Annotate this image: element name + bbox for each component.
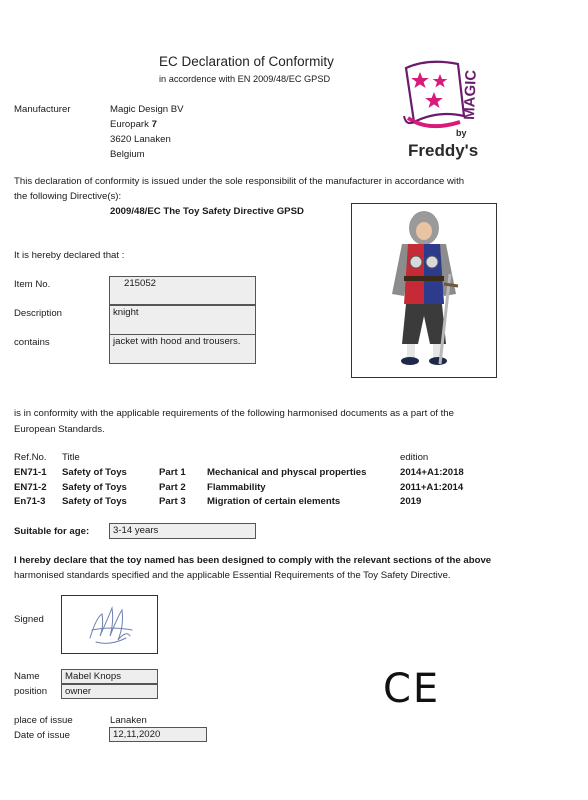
manufacturer-label: Manufacturer xyxy=(14,104,71,115)
part-cell: Part 3 xyxy=(159,496,186,507)
position-value: owner xyxy=(65,686,92,697)
product-photo xyxy=(351,203,497,378)
street-name: Europark xyxy=(110,119,152,130)
part-cell: Part 1 xyxy=(159,467,186,478)
description-label: Description xyxy=(14,308,62,319)
name-value: Mabel Knops xyxy=(65,671,121,682)
ref-cell: EN71-2 xyxy=(14,481,47,493)
contains-label: contains xyxy=(14,337,50,348)
compliance-line-1: I hereby declare that the toy named has been designed to comply with the relevant sections of the above xyxy=(14,555,492,566)
date-value: 12,11,2020 xyxy=(113,729,161,740)
signed-label: Signed xyxy=(14,614,44,625)
document-title: EC Declaration of Conformity xyxy=(159,54,334,69)
name-field xyxy=(61,669,158,684)
document-subtitle: in accordence with EN 2009/48/EC GPSD xyxy=(159,74,331,84)
title-cell: Safety of Toys xyxy=(62,496,127,507)
ce-mark: CE xyxy=(383,666,441,712)
description-field xyxy=(109,305,256,335)
handwritten-signature-icon xyxy=(62,596,157,653)
conformity-line-1: is in conformity with the applicable requirements of the following harmonised documents as a part of the xyxy=(14,408,454,419)
manufacturer-street xyxy=(110,119,157,130)
edition-header: edition xyxy=(400,452,429,463)
logo-by-text: by xyxy=(456,128,467,138)
directive-text: 2009/48/EC The Toy Safety Directive GPSD xyxy=(110,206,304,217)
edition-cell: 2019 xyxy=(400,496,422,507)
ref-cell: EN71-1 xyxy=(14,467,47,478)
ref-cell: En71-3 xyxy=(14,496,46,507)
date-label: Date of issue xyxy=(14,730,70,741)
declared-intro: It is hereby declared that : xyxy=(14,250,125,261)
position-label: position xyxy=(14,686,48,697)
conformity-line-2: European Standards. xyxy=(14,424,105,435)
edition-cell: 2011+A1:2014 xyxy=(400,481,464,493)
logo-banner-icon xyxy=(398,56,494,162)
manufacturer-city: 3620 Lanaken xyxy=(110,134,171,145)
logo-magic-text: MAGIC xyxy=(461,69,480,121)
title-header: Title xyxy=(62,452,80,463)
manufacturer-country: Belgium xyxy=(110,149,145,160)
item-no-value: 215052 xyxy=(124,278,157,289)
age-value: 3-14 years xyxy=(113,525,159,536)
item-no-field xyxy=(109,276,256,305)
knight-costume-icon xyxy=(352,204,496,377)
manufacturer-name: Magic Design BV xyxy=(110,104,184,115)
ref-header: Ref.No. xyxy=(14,452,47,463)
edition-cell: 2014+A1:2018 xyxy=(400,467,464,478)
item-no-label: Item No. xyxy=(14,279,51,290)
title-cell: Safety of Toys xyxy=(62,467,127,478)
date-field xyxy=(109,727,207,742)
subject-cell: Mechanical and physcal properties xyxy=(207,467,367,478)
place-label: place of issue xyxy=(14,715,73,726)
age-label: Suitable for age: xyxy=(14,526,90,537)
logo-freddys-text: Freddy's xyxy=(408,141,479,160)
part-cell: Part 2 xyxy=(159,481,186,493)
subject-cell: Migration of certain elements xyxy=(207,496,341,507)
subject-cell: Flammability xyxy=(207,481,266,493)
street-number: 7 xyxy=(151,119,157,130)
compliance-line-2: harmonised standards specified and the applicable Essential Requirements of the Toy Safety Directive. xyxy=(14,570,451,581)
contains-field xyxy=(109,334,256,364)
place-value: Lanaken xyxy=(110,715,147,726)
name-label: Name xyxy=(14,671,40,682)
position-field xyxy=(61,684,158,699)
contains-value: jacket with hood and trousers. xyxy=(113,336,241,347)
description-value: knight xyxy=(113,307,139,318)
declaration-line-2: the following Directive(s): xyxy=(14,191,122,202)
title-cell: Safety of Toys xyxy=(62,481,127,493)
declaration-line-1: This declaration of conformity is issued under the sole responsibilit of the manufacturer in accordance with xyxy=(14,176,465,187)
age-field xyxy=(109,523,256,539)
magic-by-freddys-logo xyxy=(398,56,494,162)
signature-box xyxy=(61,595,158,654)
